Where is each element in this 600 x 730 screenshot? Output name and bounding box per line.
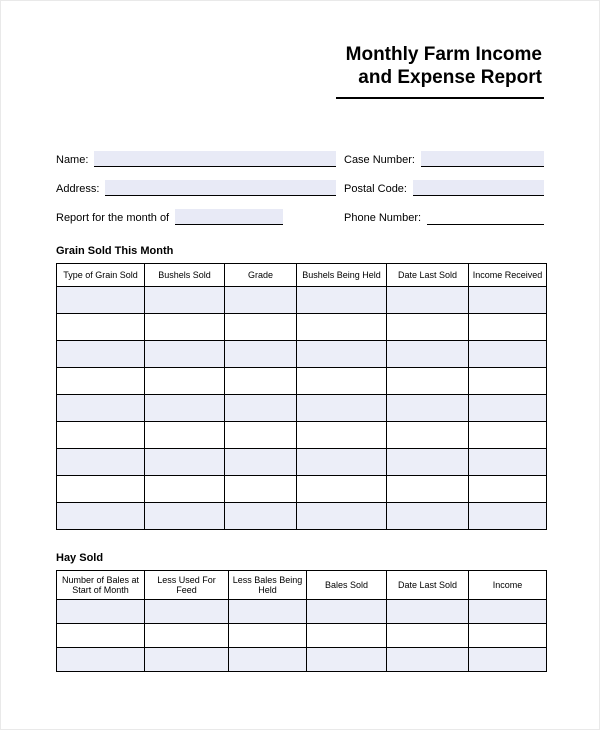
table-cell[interactable]	[387, 476, 469, 503]
table-cell[interactable]	[57, 503, 145, 530]
name-field[interactable]	[94, 151, 336, 167]
table-row	[57, 476, 547, 503]
address-label: Address:	[56, 183, 100, 195]
table-cell[interactable]	[229, 624, 307, 648]
table-cell[interactable]	[145, 648, 229, 672]
table-cell[interactable]	[225, 503, 297, 530]
table-cell[interactable]	[469, 624, 547, 648]
phone-number-field[interactable]	[427, 209, 544, 225]
hay-header-row	[57, 571, 547, 600]
table-row	[57, 341, 547, 368]
table-cell[interactable]	[57, 341, 145, 368]
table-cell[interactable]	[297, 422, 387, 449]
table-cell[interactable]	[225, 449, 297, 476]
table-cell[interactable]	[307, 600, 387, 624]
hay-col-used-for-feed: Less Used For Feed	[145, 571, 229, 600]
page-title	[336, 43, 544, 99]
table-cell[interactable]	[469, 476, 547, 503]
table-cell[interactable]	[469, 395, 547, 422]
grain-col-type: Type of Grain Sold	[57, 264, 145, 287]
table-cell[interactable]	[307, 648, 387, 672]
table-cell[interactable]	[145, 449, 225, 476]
table-row	[57, 503, 547, 530]
table-cell[interactable]	[229, 600, 307, 624]
table-row	[57, 422, 547, 449]
grain-col-bushels-sold: Bushels Sold	[145, 264, 225, 287]
table-cell[interactable]	[145, 368, 225, 395]
table-cell[interactable]	[387, 422, 469, 449]
grain-col-grade: Grade	[225, 264, 297, 287]
table-cell[interactable]	[145, 600, 229, 624]
table-row	[57, 600, 547, 624]
hay-table	[56, 570, 547, 672]
table-cell[interactable]	[225, 476, 297, 503]
grain-col-date-last-sold: Date Last Sold	[387, 264, 469, 287]
hay-col-date-last-sold: Date Last Sold	[387, 571, 469, 600]
table-cell[interactable]	[387, 314, 469, 341]
table-cell[interactable]	[57, 314, 145, 341]
table-cell[interactable]	[387, 287, 469, 314]
table-cell[interactable]	[145, 624, 229, 648]
grain-header-row	[57, 264, 547, 287]
table-row	[57, 624, 547, 648]
title-line-2: and Expense Report	[358, 67, 542, 88]
table-cell[interactable]	[145, 476, 225, 503]
form-row-month	[56, 209, 544, 225]
table-cell[interactable]	[469, 449, 547, 476]
phone-number-label: Phone Number:	[344, 212, 422, 224]
header	[56, 43, 544, 99]
table-cell[interactable]	[297, 368, 387, 395]
table-cell[interactable]	[387, 503, 469, 530]
form-page	[1, 1, 599, 672]
table-cell[interactable]	[229, 648, 307, 672]
table-cell[interactable]	[297, 314, 387, 341]
grain-table	[56, 263, 547, 530]
postal-code-label: Postal Code:	[344, 183, 407, 195]
table-cell[interactable]	[57, 287, 145, 314]
table-row	[57, 449, 547, 476]
table-cell[interactable]	[57, 600, 145, 624]
report-month-field[interactable]	[175, 209, 283, 225]
hay-col-bales-held: Less Bales Being Held	[229, 571, 307, 600]
table-cell[interactable]	[297, 395, 387, 422]
table-cell[interactable]	[57, 449, 145, 476]
table-cell[interactable]	[469, 287, 547, 314]
table-cell[interactable]	[387, 624, 469, 648]
table-cell[interactable]	[469, 648, 547, 672]
table-cell[interactable]	[387, 341, 469, 368]
table-cell[interactable]	[387, 600, 469, 624]
report-month-label: Report for the month of	[56, 212, 170, 224]
table-cell[interactable]	[225, 368, 297, 395]
table-cell[interactable]	[297, 449, 387, 476]
table-cell[interactable]	[387, 368, 469, 395]
table-cell[interactable]	[469, 600, 547, 624]
table-cell[interactable]	[145, 314, 225, 341]
case-number-label: Case Number:	[344, 154, 415, 166]
grain-col-income: Income Received	[469, 264, 547, 287]
table-cell[interactable]	[57, 368, 145, 395]
table-cell[interactable]	[297, 503, 387, 530]
table-row	[57, 395, 547, 422]
table-row	[57, 368, 547, 395]
table-cell[interactable]	[225, 395, 297, 422]
table-cell[interactable]	[145, 395, 225, 422]
grain-col-bushels-held: Bushels Being Held	[297, 264, 387, 287]
table-cell[interactable]	[145, 341, 225, 368]
table-cell[interactable]	[469, 314, 547, 341]
table-cell[interactable]	[57, 624, 145, 648]
contact-form-area	[56, 151, 544, 225]
table-cell[interactable]	[145, 287, 225, 314]
table-cell[interactable]	[387, 449, 469, 476]
table-cell[interactable]	[145, 503, 225, 530]
form-row-address	[56, 180, 544, 196]
table-cell[interactable]	[145, 422, 225, 449]
table-cell[interactable]	[225, 422, 297, 449]
hay-col-bales-start: Number of Bales at Start of Month	[57, 571, 145, 600]
case-number-field[interactable]	[421, 151, 544, 167]
table-cell[interactable]	[469, 368, 547, 395]
hay-col-bales-sold: Bales Sold	[307, 571, 387, 600]
table-cell[interactable]	[469, 503, 547, 530]
table-cell[interactable]	[387, 395, 469, 422]
table-cell[interactable]	[307, 624, 387, 648]
table-cell[interactable]	[469, 422, 547, 449]
table-cell[interactable]	[57, 476, 145, 503]
table-cell[interactable]	[387, 648, 469, 672]
table-cell[interactable]	[57, 422, 145, 449]
table-cell[interactable]	[57, 395, 145, 422]
table-row	[57, 287, 547, 314]
grain-section-heading: Grain Sold This Month	[56, 245, 174, 257]
table-row	[57, 648, 547, 672]
form-row-name	[56, 151, 544, 167]
table-cell[interactable]	[225, 314, 297, 341]
table-cell[interactable]	[297, 287, 387, 314]
hay-section-heading: Hay Sold	[56, 552, 104, 564]
name-label: Name:	[56, 154, 89, 166]
postal-code-field[interactable]	[413, 180, 544, 196]
table-cell[interactable]	[297, 476, 387, 503]
table-cell[interactable]	[469, 341, 547, 368]
table-cell[interactable]	[225, 341, 297, 368]
table-row	[57, 314, 547, 341]
title-line-1: Monthly Farm Income	[345, 44, 542, 65]
hay-col-income: Income	[469, 571, 547, 600]
table-cell[interactable]	[225, 287, 297, 314]
address-field[interactable]	[105, 180, 336, 196]
table-cell[interactable]	[297, 341, 387, 368]
table-cell[interactable]	[57, 648, 145, 672]
